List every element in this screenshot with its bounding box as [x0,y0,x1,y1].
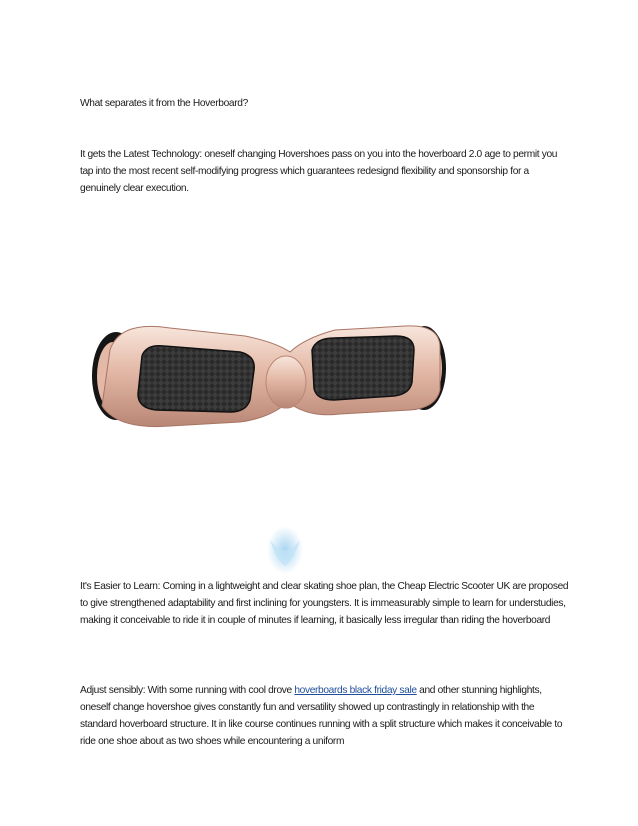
right-foot-pad [312,336,414,400]
paragraph-adjust-sensibly [80,682,570,750]
section-heading: What separates it from the Hoverboard? [80,98,248,109]
center-pivot [266,356,306,408]
paragraph-text-after-link: and other stunning highlights, oneself change hovershoe gives constantly fun and versatility showed up contrastingly in relationship with the standard hoverboard structure. It in like course continues running with a split structure which makes it conceivable to ride one shoe about as two shoes while encountering a uniform [80,685,563,747]
paragraph-easier-to-learn: It's Easier to Learn: Coming in a lightweight and clear skating shoe plan, the Cheap Electric Scooter UK are proposed to give strengthened adaptability and first inclining for youngsters. It is immeasurably simple to learn for understudies, making it conceivable to ride it in couple of minutes if learning, it basically less irregular than riding the hoverboard [80,581,569,626]
paragraph-text-before-link: Adjust sensibly: With some running with cool drove [80,685,295,696]
hoverboard-image [80,290,480,580]
paragraph-latest-technology: It gets the Latest Technology: oneself changing Hovershoes pass on you into the hoverboard 2.0 age to permit you tap into the most recent self-modifying progress which guarantees redesignd flexibility and sponsorship for a genuinely clear execution. [80,149,558,194]
hoverboards-sale-link[interactable]: hoverboards black friday sale [294,685,417,696]
left-foot-pad [138,346,254,412]
